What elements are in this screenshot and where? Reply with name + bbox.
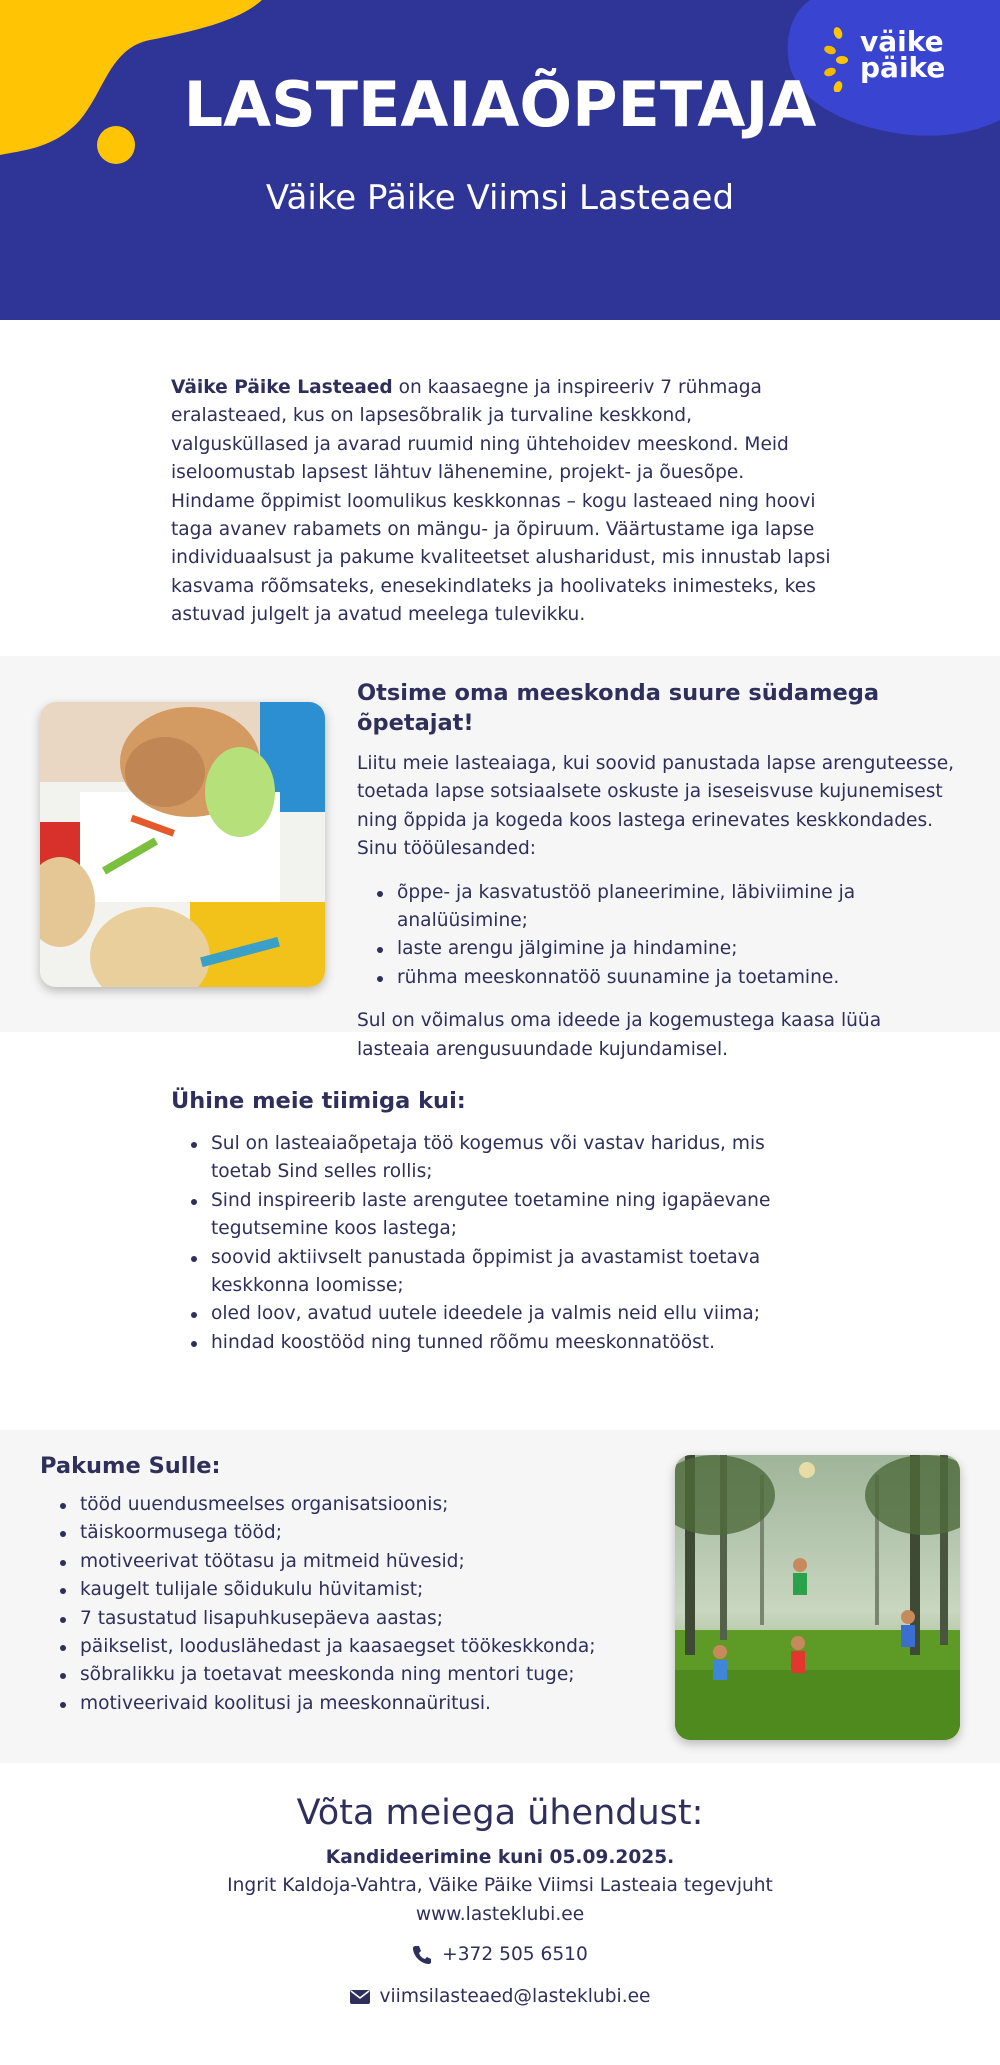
seeking-closing: Sul on võimalus oma ideede ja kogemustega kaasa lüüa lasteaia arengusuundade kujundamisel. [357, 1010, 882, 1060]
list-item: tööd uuendusmeelses organisatsioonis; [40, 1491, 640, 1519]
page-subtitle: Väike Päike Viimsi Lasteaed [265, 178, 735, 218]
phone-icon [412, 1945, 432, 1965]
list-item: 7 tasustatud lisapuhkusepäeva aastas; [40, 1605, 640, 1633]
tasks-label: Sinu tööülesanded: [357, 838, 537, 860]
list-item: päikselist, looduslähedast ja kaasaegset töökeskkonda; [40, 1633, 640, 1661]
list-item: laste arengu jälgimine ja hindamine; [357, 935, 957, 963]
list-item: rühma meeskonnatöö suunamine ja toetamine. [357, 964, 957, 992]
seeking-heading: Otsime oma meeskonda suure südamega õpetajat! [357, 680, 880, 736]
contact-person: Ingrit Kaldoja-Vahtra, Väike Päike Viimsi Lasteaia tegevjuht [227, 1875, 773, 1897]
offer-content [40, 1451, 640, 1718]
contact-title: Võta meiega ühendust: [296, 1793, 704, 1833]
list-item: Sind inspireerib laste arengutee toetamine ning igapäevane tegutsemine koos lastega; [171, 1187, 831, 1244]
children-playing-forest-photo [675, 1455, 960, 1740]
join-content [171, 1086, 831, 1357]
join-list [171, 1130, 831, 1357]
list-item: sõbralikku ja toetavat meeskonda ning mentori tuge; [40, 1661, 640, 1689]
list-item: õppe- ja kasvatustöö planeerimine, läbiviimine ja analüüsimine; [357, 879, 957, 936]
intro-lead: Väike Päike Lasteaed [171, 377, 393, 398]
offer-heading: Pakume Sulle: [40, 1453, 221, 1479]
deadline: Kandideerimine kuni 05.09.2025. [325, 1847, 675, 1868]
offer-list [40, 1491, 640, 1718]
tasks-list [357, 879, 957, 993]
logo-word-1: väike [860, 25, 944, 58]
children-drawing-photo [40, 702, 325, 987]
website-link[interactable]: www.lasteklubi.ee [415, 1903, 585, 1925]
email-row[interactable] [350, 1983, 651, 2011]
join-heading: Ühine meie tiimiga kui: [171, 1088, 466, 1114]
seeking-paragraph: Liitu meie lasteaiaga, kui soovid panustada lapse arenguteesse, toetada lapse sotsiaalsete oskuste ja iseseisvuse kujunemisest ning õppida ja kogeda koos lastega erinevates keskkondades. [357, 753, 955, 831]
list-item: oled loov, avatud uutele ideedele ja valmis neid ellu viima; [171, 1300, 831, 1328]
list-item: motiveerivaid koolitusi ja meeskonnaüritusi. [40, 1690, 640, 1718]
page-title: LASTEAIAÕPETAJA [183, 68, 817, 141]
hero-banner [0, 0, 1000, 320]
list-item: soovid aktiivselt panustada õppimist ja avastamist toetava keskkonna loomisse; [171, 1244, 831, 1301]
logo-word-2: päike [860, 51, 946, 84]
email-address: viimsilasteaed@lasteklubi.ee [379, 1986, 651, 2008]
phone-row[interactable] [412, 1941, 588, 1969]
list-item: Sul on lasteaiaõpetaja töö kogemus või vastav haridus, mis toetab Sind selles rollis; [171, 1130, 831, 1187]
list-item: hindad koostööd ning tunned rõõmu meeskonnatööst. [171, 1329, 831, 1357]
envelope-icon [350, 1989, 370, 2005]
contact-section [0, 1790, 1000, 2011]
seeking-content [357, 678, 957, 1064]
intro-text: on kaasaegne ja inspireeriv 7 rühmaga eralasteaed, kus on lapsesõbralik ja turvaline keskkond, valgusküllased ja avarad ruumid ning ühtehoidev meeskond. Meid iseloomustab lapsest lähtuv lähenemine, projekt- ja õuesõpe. Hindame õppimist loomulikus keskkonnas – kogu lasteaed ning hoovi taga avanev rabamets on mängu- ja õpiruum. Väärtustame iga lapse individuaalsust ja pakume kvaliteetset alusharidust, mis innustab lapsi kasvama rõõmsateks, enesekindlateks ja hoolivateks inimesteks, kes astuvad julgelt ja avatud meelega tulevikku. [171, 377, 831, 626]
list-item: motiveerivat töötasu ja mitmeid hüvesid; [40, 1548, 640, 1576]
intro-paragraph [171, 374, 831, 630]
phone-number: +372 505 6510 [442, 1944, 588, 1966]
list-item: täiskoormusega tööd; [40, 1519, 640, 1547]
list-item: kaugelt tulijale sõidukulu hüvitamist; [40, 1576, 640, 1604]
